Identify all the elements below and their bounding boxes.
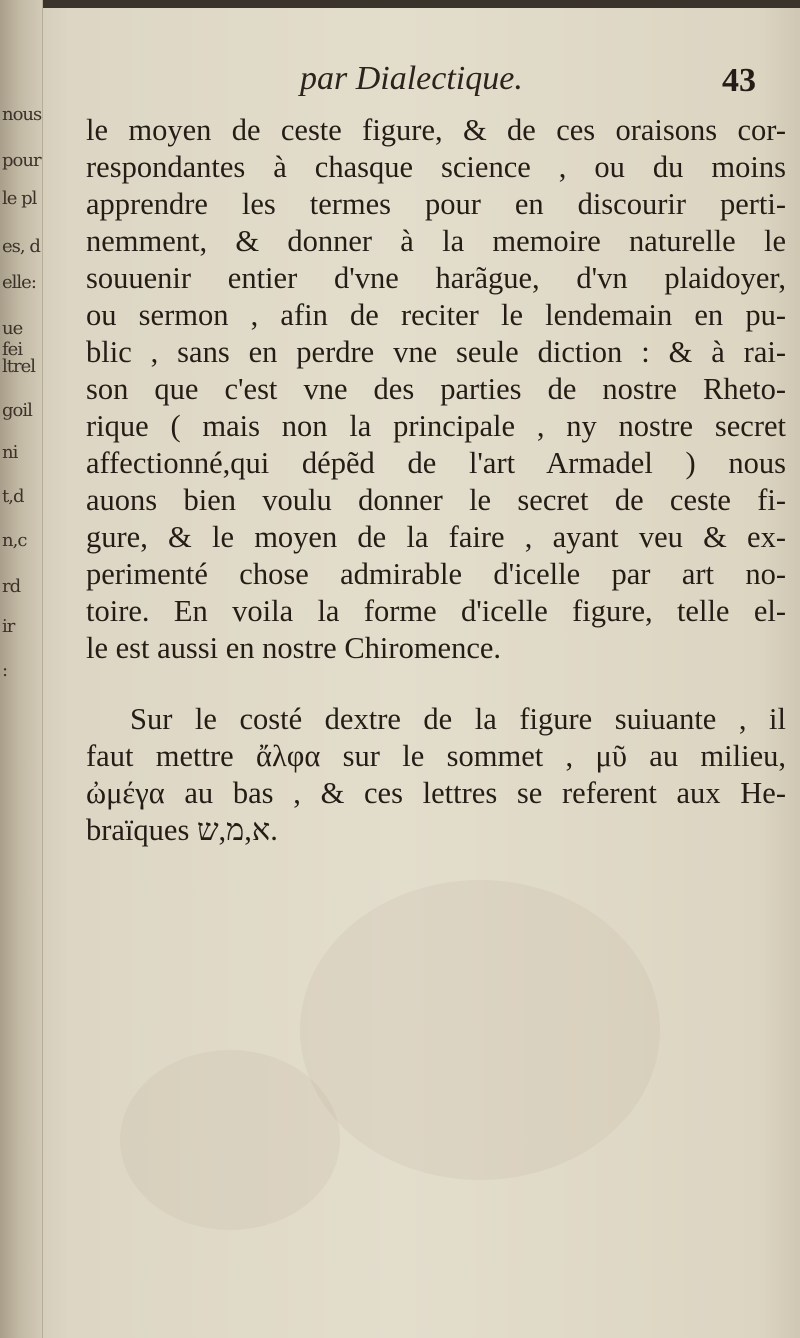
text-line: Sur le costé dextre de la figure suiuante , il (130, 702, 786, 736)
text-line: auons bien voulu donner le secret de ceste fi- (86, 483, 786, 517)
paper-stain (300, 880, 660, 1180)
paragraph-1 (86, 112, 786, 667)
paper-stain (120, 1050, 340, 1230)
gutter-fragment: ir (2, 616, 15, 637)
text-line: blic , sans en perdre vne seule diction : & à rai- (86, 335, 786, 369)
gutter-fragment: rd (2, 576, 21, 597)
gutter-fragment: goil (2, 400, 32, 421)
text-line: apprendre les termes pour en discourir perti- (86, 187, 786, 221)
gutter-fragment: elle: (2, 272, 36, 293)
gutter-fragment: es, d (2, 236, 40, 257)
page-number: 43 (722, 62, 756, 99)
gutter-fragment: ni (2, 442, 18, 463)
page-top-edge (30, 0, 800, 8)
page-body (86, 112, 786, 849)
text-line: le moyen de ceste figure, & de ces oraisons cor- (86, 113, 786, 147)
text-line: ὠμέγα au bas , & ces lettres se referent aux He- (86, 776, 786, 810)
gutter-fragment: nous (2, 104, 42, 125)
text-line: perimenté chose admirable d'icelle par art no- (86, 557, 786, 591)
text-line: toire. En voila la forme d'icelle figure, telle el- (86, 594, 786, 628)
text-line: affectionné,qui dépẽd de l'art Armadel ) nous (86, 446, 786, 480)
paragraph-2 (86, 701, 786, 849)
text-line: le est aussi en nostre Chiromence. (86, 631, 502, 665)
gutter-fragment: : (2, 660, 8, 681)
text-line: son que c'est vne des parties de nostre Rheto- (86, 372, 786, 406)
gutter-fragment: n,c (2, 530, 27, 551)
page-header (0, 60, 800, 120)
text-line: ou sermon , afin de reciter le lendemain en pu- (86, 298, 786, 332)
gutter-fragment: ltrel (2, 356, 36, 377)
text-line: faut mettre ἄλφα sur le sommet , μῦ au milieu, (86, 739, 786, 773)
text-line: braïques א,מ,ש. (86, 813, 278, 847)
gutter-fragment: t,d (2, 486, 24, 507)
text-line: souuenir entier d'vne harãgue, d'vn plaidoyer, (86, 261, 786, 295)
gutter-fragment: pour (2, 150, 41, 171)
text-line: rique ( mais non la principale , ny nostre secret (86, 409, 786, 443)
text-line: gure, & le moyen de la faire , ayant veu & ex- (86, 520, 786, 554)
gutter-fragment: ue fei (2, 318, 23, 360)
text-line: respondantes à chasque science , ou du moins (86, 150, 786, 184)
facing-page-gutter (0, 0, 43, 1338)
gutter-fragment: le pl (2, 188, 37, 209)
running-title: par Dialectique. (300, 60, 523, 97)
text-line: nemment, & donner à la memoire naturelle le (86, 224, 786, 258)
